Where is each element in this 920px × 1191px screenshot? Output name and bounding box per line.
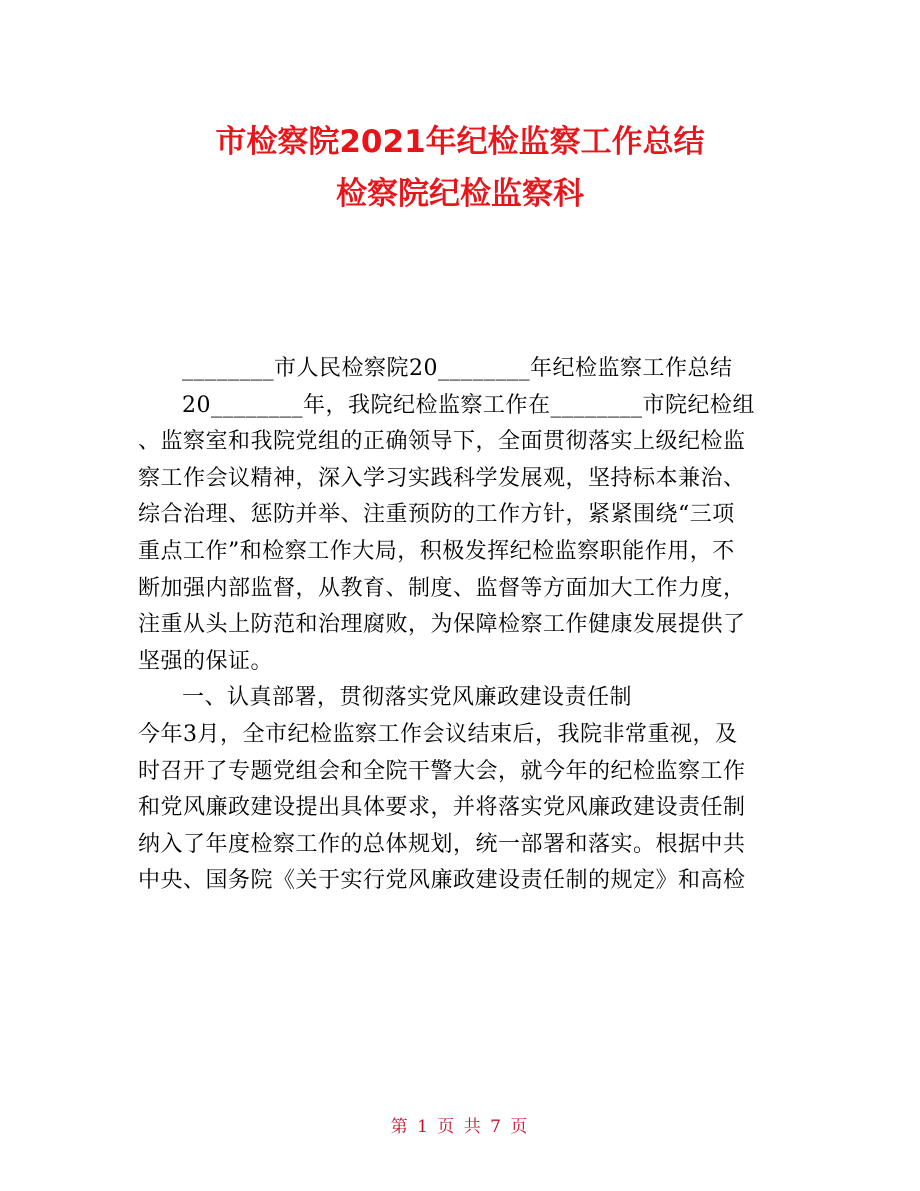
title-line-2: 检察院纪检监察科: [336, 176, 584, 212]
body-line: 重点工作”和检察工作大局，积极发挥纪检监察职能作用，不: [138, 538, 735, 564]
document-title: [0, 116, 920, 220]
document-body: [138, 351, 788, 900]
body-line: 纳入了年度检察工作的总体规划，统一部署和落实。根据中共: [138, 831, 746, 857]
body-line: 断加强内部监督，从教育、制度、监督等方面加大工作力度，: [138, 575, 746, 601]
body-line: 察工作会议精神，深入学习实践科学发展观，坚持标本兼治、: [138, 465, 746, 491]
page-footer: [0, 1112, 920, 1137]
body-line: 中央、国务院《关于实行党风廉政建设责任制的规定》和高检: [138, 868, 746, 894]
body-line: 今年3月，全市纪检监察工作会议结束后，我院非常重视，及: [138, 721, 738, 747]
body-line: 20________年，我院纪检监察工作在________市院纪检组: [182, 392, 755, 418]
section-heading: 一、认真部署，贯彻落实党风廉政建设责任制: [182, 685, 633, 711]
body-line-heading: ________市人民检察院20________年纪检监察工作总结: [182, 356, 733, 381]
body-line: 时召开了专题党组会和全院干警大会，就今年的纪检监察工作: [138, 758, 746, 784]
title-line-1: 市检察院2021年纪检监察工作总结: [215, 124, 705, 160]
body-line: 和党风廉政建设提出具体要求，并将落实党风廉政建设责任制: [138, 795, 746, 821]
body-line: 、监察室和我院党组的正确领导下，全面贯彻落实上级纪检监: [138, 429, 746, 455]
body-line: 综合治理、惩防并举、注重预防的工作方针，紧紧围绕“三项: [138, 502, 735, 528]
body-line: 坚强的保证。: [138, 648, 274, 674]
body-line: 注重从头上防范和治理腐败，为保障检察工作健康发展提供了: [138, 612, 746, 638]
page-number: 第 1 页 共 7 页: [390, 1117, 530, 1137]
